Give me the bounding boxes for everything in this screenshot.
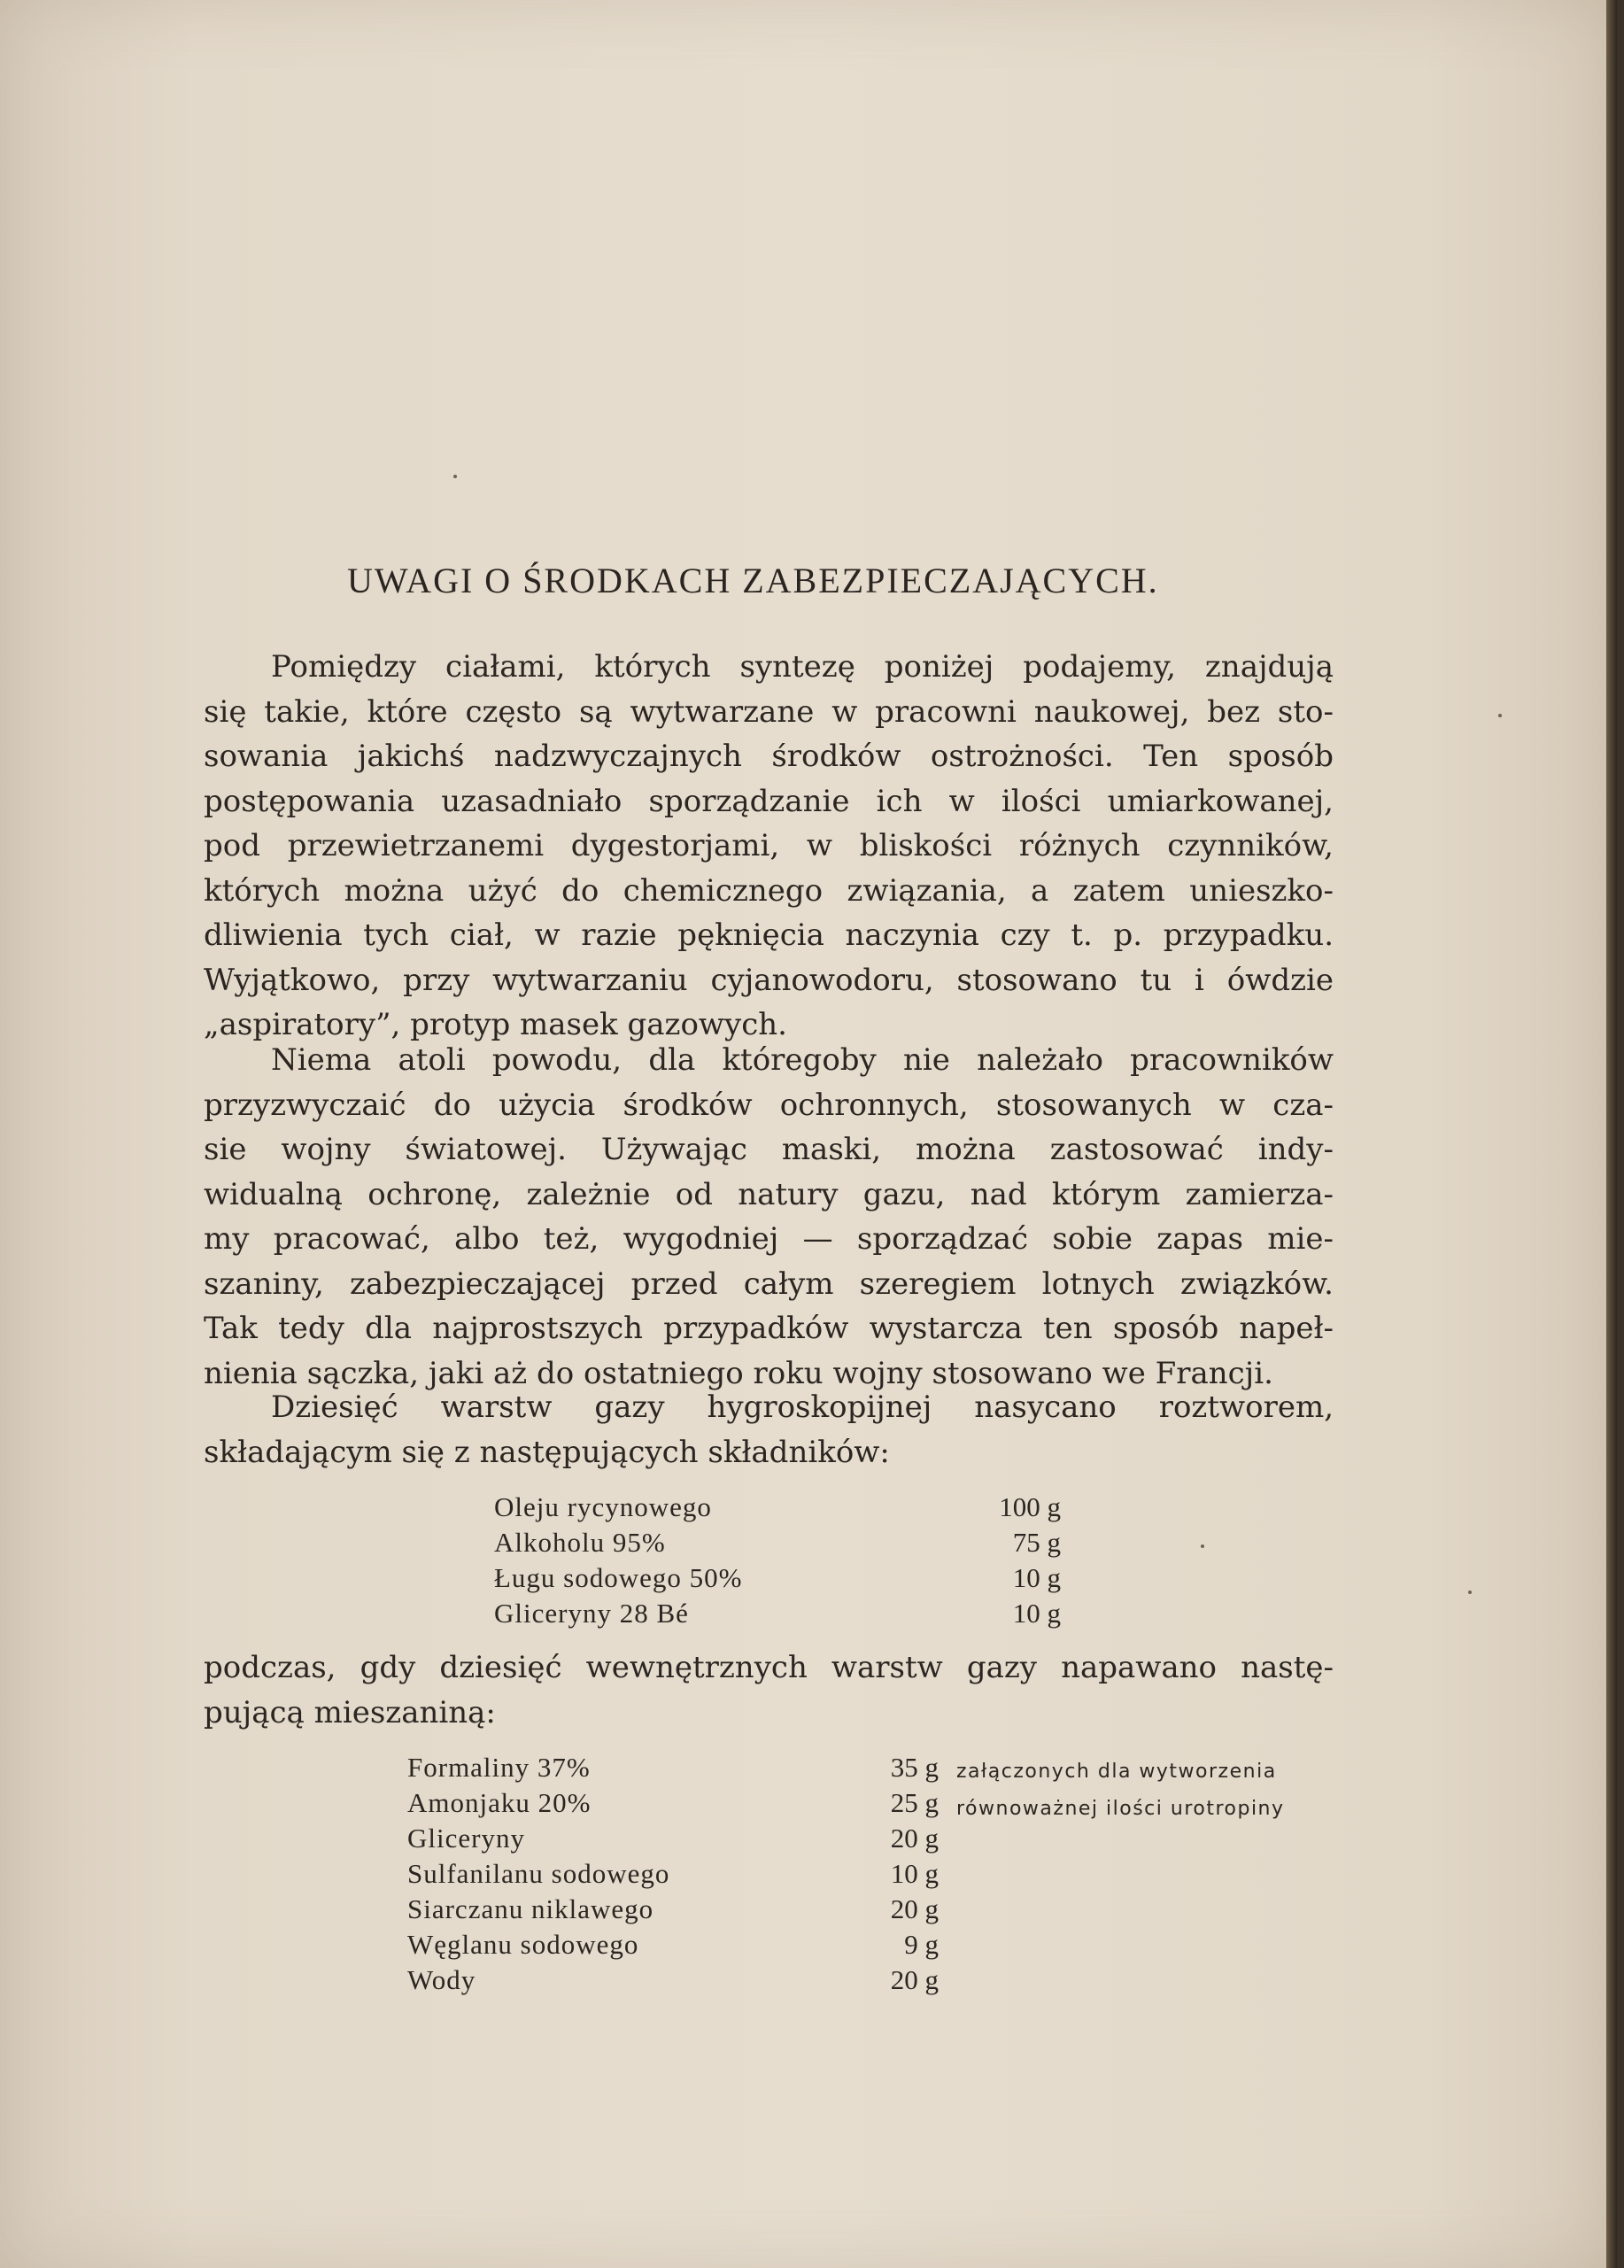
- ingredient-name: Węglanu sodowego: [407, 1929, 639, 1960]
- paper-speck: [1468, 1591, 1472, 1594]
- text-line: sie wojny światowej. Używając maski, można zastosować indy-: [204, 1132, 1334, 1167]
- text-line: Niema atoli powodu, dla któregoby nie należało pracowników: [271, 1042, 1334, 1078]
- ingredient-name: Amonjaku 20%: [407, 1787, 592, 1818]
- text-line: „aspiratory”, protyp masek gazowych.: [204, 1007, 787, 1042]
- text-line: Pomiędzy ciałami, których syntezę poniżej podajemy, znajdują: [271, 649, 1334, 685]
- ingredient-name: Siarczanu niklawego: [407, 1893, 654, 1924]
- ingredient-quantity: 9 g: [904, 1929, 939, 1960]
- ingredient-quantity: 75 g: [1012, 1527, 1061, 1558]
- table-row: [407, 1893, 939, 1929]
- ingredient-quantity: 10 g: [1012, 1562, 1061, 1593]
- page-edge: [1606, 0, 1617, 2268]
- ingredient-name: Ługu sodowego 50%: [494, 1562, 743, 1593]
- text-line: Dziesięć warstw gazy hygroskopijnej nasycano roztworem,: [271, 1389, 1334, 1425]
- paper-speck: [1498, 714, 1502, 717]
- paper-speck: [1201, 1544, 1204, 1548]
- table-row: [407, 1929, 939, 1964]
- text-line: Wyjątkowo, przy wytwarzaniu cyjanowodoru, stosowano tu i ówdzie: [204, 962, 1334, 998]
- ingredient-name: Gliceryny 28 Bé: [494, 1598, 689, 1629]
- table-row: [494, 1598, 1061, 1633]
- text-line: Tak tedy dla najprostszych przypadków wystarcza ten sposób napeł-: [204, 1311, 1334, 1346]
- ingredient-name: Gliceryny: [407, 1823, 525, 1854]
- page-heading: UWAGI O ŚRODKACH ZABEZPIECZAJĄCYCH.: [347, 561, 1159, 600]
- paper-speck: [453, 475, 457, 478]
- text-line: pującą mieszaniną:: [204, 1694, 496, 1730]
- text-line: sowania jakichś nadzwyczajnych środków ostrożności. Ten sposób: [204, 739, 1334, 774]
- text-line: składającym się z następujących składników:: [204, 1434, 890, 1470]
- table-row: [494, 1527, 1061, 1562]
- text-line: postępowania uzasadniało sporządzanie ich w ilości umiarkowanej,: [204, 783, 1334, 819]
- paragraph-1: [204, 645, 1334, 1048]
- ingredient-name: Formaliny 37%: [407, 1752, 591, 1783]
- text-line: dliwienia tych ciał, w razie pęknięcia naczynia czy t. p. przypadku.: [204, 917, 1334, 953]
- ingredient-name: Oleju rycynowego: [494, 1491, 712, 1522]
- side-note: [956, 1753, 1328, 1828]
- table-row: [494, 1491, 1061, 1527]
- text-line: podczas, gdy dziesięć wewnętrznych warstw gazy napawano nastę-: [204, 1650, 1334, 1685]
- ingredient-quantity: 35 g: [890, 1752, 939, 1783]
- table-row: [407, 1752, 939, 1787]
- table-row: [407, 1823, 939, 1858]
- outer-layer-recipe-table: [494, 1491, 1061, 1633]
- ingredient-quantity: 20 g: [890, 1964, 939, 1995]
- table-row: [494, 1562, 1061, 1598]
- paragraph-4: [204, 1645, 1334, 1735]
- side-note-line: załączonych dla wytworzenia: [956, 1761, 1277, 1783]
- ingredient-name: Wody: [407, 1964, 476, 1995]
- table-row: [407, 1787, 939, 1823]
- table-row: [407, 1964, 939, 2000]
- ingredient-quantity: 10 g: [890, 1858, 939, 1889]
- inner-layer-recipe-table: [407, 1752, 939, 2000]
- paragraph-3: [204, 1385, 1334, 1475]
- ingredient-quantity: 100 g: [999, 1491, 1061, 1522]
- side-note-line: równoważnej ilości urotropiny: [956, 1798, 1285, 1820]
- text-line: pod przewietrzanemi dygestorjami, w bliskości różnych czynników,: [204, 828, 1334, 863]
- ingredient-name: Alkoholu 95%: [494, 1527, 666, 1558]
- paragraph-2: [204, 1038, 1334, 1396]
- ingredient-quantity: 20 g: [890, 1893, 939, 1924]
- text-line: my pracować, albo też, wygodniej — sporządzać sobie zapas mie-: [204, 1221, 1334, 1257]
- ingredient-quantity: 25 g: [890, 1787, 939, 1818]
- text-line: nienia sączka, jaki aż do ostatniego roku wojny stosowano we Francji.: [204, 1355, 1273, 1391]
- table-row: [407, 1858, 939, 1893]
- ingredient-name: Sulfanilanu sodowego: [407, 1858, 670, 1889]
- ingredient-quantity: 10 g: [1012, 1598, 1061, 1629]
- text-line: przyzwyczaić do użycia środków ochronnych, stosowanych w cza-: [204, 1087, 1334, 1123]
- text-line: widualną ochronę, zależnie od natury gazu, nad którym zamierza-: [204, 1176, 1334, 1212]
- text-line: szaniny, zabezpieczającej przed całym szeregiem lotnych związków.: [204, 1266, 1334, 1302]
- text-line: się takie, które często są wytwarzane w pracowni naukowej, bez sto-: [204, 693, 1334, 730]
- text-line: których można użyć do chemicznego związania, a zatem unieszko-: [204, 872, 1334, 909]
- ingredient-quantity: 20 g: [890, 1823, 939, 1854]
